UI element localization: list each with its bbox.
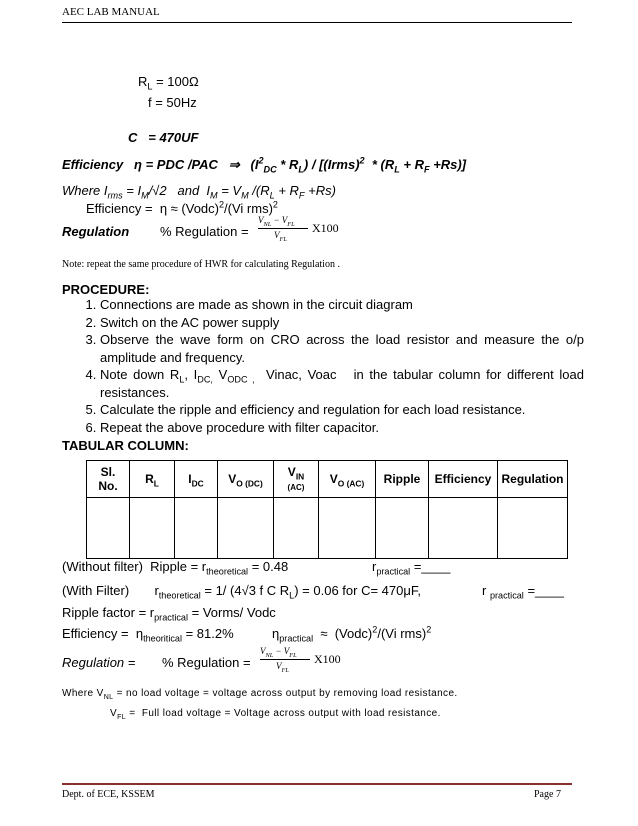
table-row (87, 498, 568, 559)
col-vodc: $V_{O (DC)}$ (218, 461, 274, 498)
header-rule (62, 22, 572, 23)
ripple-with-filter: (With Filter) $r_{theoretical} = 1/$ (4√3 f C $R_L) = 0.06$ for C= 470μF, (62, 583, 421, 601)
note: Note: repeat the same procedure of HWR for calculating Regulation . (62, 259, 340, 270)
tabular-title: TABULAR COLUMN: (62, 438, 189, 453)
table-cell (376, 498, 429, 559)
table-cell (175, 498, 218, 559)
ripple-without-filter: (Without filter) Ripple = $r_{theoretical} = 0.48$ (62, 559, 289, 577)
page-header: AEC LAB MANUAL (62, 6, 160, 18)
table-cell (274, 498, 319, 559)
regulation-label-2: Regulation = (62, 655, 136, 670)
regulation-pct-label: % Regulation = (160, 224, 249, 239)
definition-vfl: $V_{FL}$ = Full load voltage = Voltage across output with load resistance. (110, 708, 441, 721)
col-ripple: Ripple (376, 461, 429, 498)
procedure-step: 6. Repeat the above procedure with filter capacitor. (100, 419, 584, 437)
results-table (86, 460, 568, 559)
efficiency-approx: Efficiency = η ≈ (Vodc)$^2$/(Vi rms)$^2$ (86, 199, 278, 216)
table-cell (87, 498, 130, 559)
col-idc: $I_{DC}$ (175, 461, 218, 498)
r-practical-2: r $_{practical}$ =____ (482, 583, 564, 601)
procedure-step: 3. Observe the wave form on CRO across the load resistor and measure the o/p amplitude and frequency. (100, 331, 584, 366)
freq-param: f = 50Hz (148, 95, 197, 110)
cap-param: C = 470UF (128, 130, 199, 145)
where-irms: Where $I_{rms} = I_M/√2$ and $I_M = V_M$ $/(R_L + R_F +Rs)$ (62, 183, 336, 201)
procedure-list (62, 296, 584, 436)
ripple-factor: Ripple factor = $r_{practical}$ = Vorms/ Vodc (62, 605, 276, 623)
rl-param: $R_L = 100\Omega$ (138, 74, 199, 92)
footer-rule (62, 783, 572, 785)
efficiency-practical: $\eta_{practical}$ ≈ (Vodc)$^2$/(Vi rms)$^2$ (272, 624, 432, 644)
table-cell (429, 498, 498, 559)
table-cell (498, 498, 568, 559)
efficiency-formula: Efficiency η = PDC /PAC ⇒ $(I^2_{DC} * R_L)$ / [(Irms)$^2$ * $(R_L + R_F +Rs)$] (62, 155, 467, 175)
regulation-pct-label-2: % Regulation = (162, 655, 251, 670)
table-cell (218, 498, 274, 559)
procedure-step: 1. Connections are made as shown in the circuit diagram (100, 296, 584, 314)
table-cell (130, 498, 175, 559)
procedure-step: 4. Note down $R_L$, $I_{DC,}$ $V_{ODC ,}$ Vinac, Voac in the tabular column for different load resistances. (100, 366, 584, 401)
col-voac: $V_{O (AC)}$ (319, 461, 376, 498)
procedure-step: 2. Switch on the AC power supply (100, 314, 584, 332)
r-practical-1: $r_{practical}$ =____ (372, 559, 451, 577)
col-rl: $R_L$ (130, 461, 175, 498)
footer-page: Page 7 (534, 789, 561, 800)
definition-vnl: Where $V_{NL}$ = no load voltage = voltage across output by removing load resistance. (62, 688, 458, 701)
regulation-label: Regulation (62, 224, 130, 239)
procedure-step: 5. Calculate the ripple and efficiency and regulation for each load resistance. (100, 401, 584, 419)
footer-dept: Dept. of ECE, KSSEM (62, 789, 155, 800)
col-sl-no: Sl. No. (87, 461, 130, 498)
table-cell (319, 498, 376, 559)
col-efficiency: Efficiency (429, 461, 498, 498)
col-vinac: $V_{IN}$ (AC) (274, 461, 319, 498)
col-regulation: Regulation (498, 461, 568, 498)
efficiency-theoretical: Efficiency = $\eta_{theoritical} = 81.2\%$ (62, 626, 234, 644)
procedure-title: PROCEDURE: (62, 282, 150, 297)
